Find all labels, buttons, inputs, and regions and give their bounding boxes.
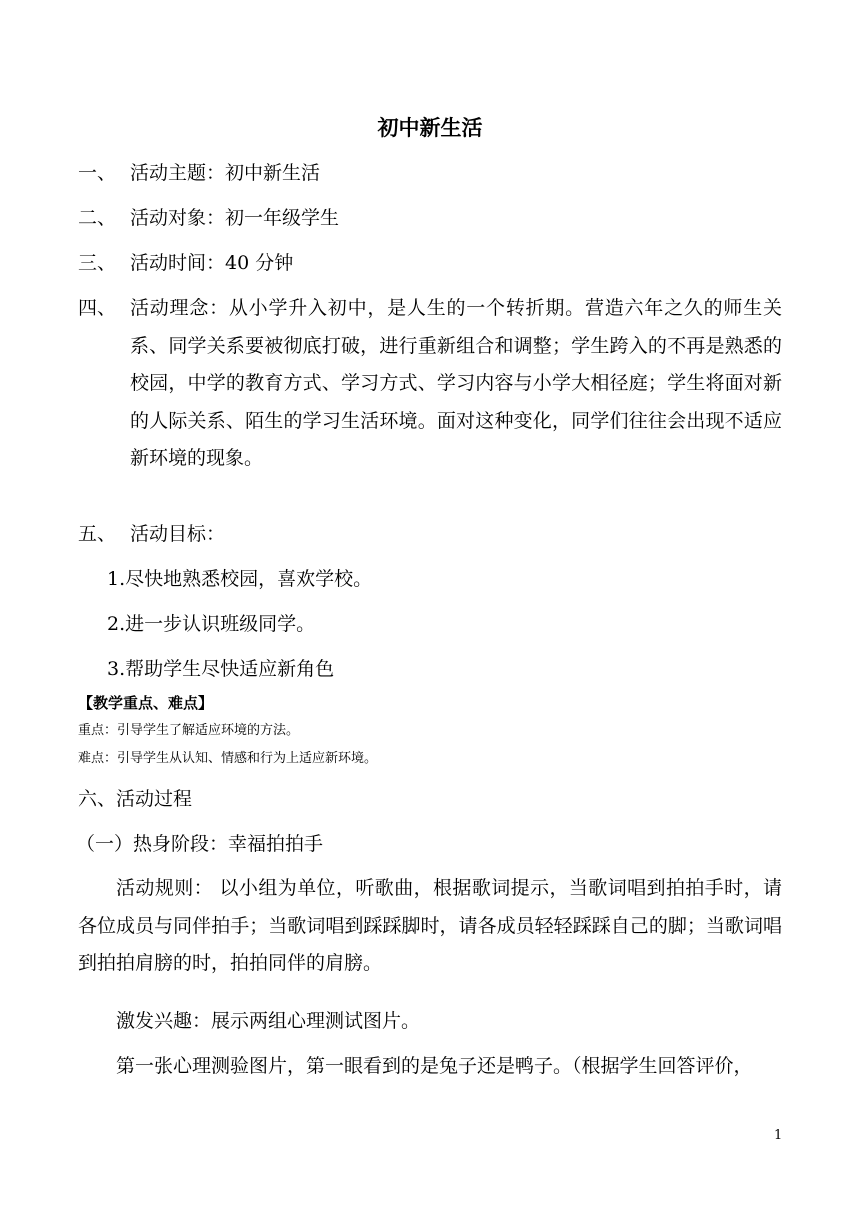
document-title: 初中新生活 [377,115,483,140]
key-points-heading: 【教学重点、难点】 [78,694,214,712]
test-picture-paragraph: 第一张心理测验图片，第一眼看到的是兔子还是鸭子。（根据学生回答评价， [116,1055,753,1077]
item-3-text: 活动时间：40 分钟 [130,252,294,274]
page-number: 1 [774,1128,783,1143]
interest-paragraph: 激发兴趣：展示两组心理测试图片。 [116,1010,421,1032]
key-point: 重点：引导学生了解适应环境的方法。 [78,723,300,738]
item-5-number: 五、 [78,523,117,545]
goal-2: 2.进一步认识班级同学。 [107,613,316,635]
item-1-number: 一、 [78,162,117,184]
item-5-text: 活动目标： [130,523,226,545]
item-4-text: 活动理念：从小学升入初中，是人生的一个转折期。营造六年之久的师生关系、同学关系要被彻底打破，进行重新组合和调整；学生跨入的不再是熟悉的校园，中学的教育方式、学习方式、学习内容与小学大相径庭；学生将面对新的人际关系、陌生的学习生活环境。面对这种变化，同学们往往会出现不适应新环境的现象。 [130,297,782,469]
goal-3: 3.帮助学生尽快适应新角色 [107,658,335,680]
item-2-text: 活动对象：初一年级学生 [130,207,340,229]
stage-one-heading: （一）热身阶段：幸福拍拍手 [76,833,324,855]
difficult-point: 难点：引导学生从认知、情感和行为上适应新环境。 [78,751,378,766]
item-4-number: 四、 [78,297,117,319]
item-3-number: 三、 [78,252,117,274]
activity-rules-paragraph: 活动规则： 以小组为单位，听歌曲，根据歌词提示，当歌词唱到拍拍手时，请各位成员与同伴拍手；当歌词唱到踩踩脚时，请各成员轻轻踩踩自己的脚；当歌词唱到拍拍肩膀的时，拍拍同伴的肩膀。 [78,877,782,974]
section-six-heading: 六、活动过程 [78,788,193,810]
item-1-text: 活动主题：初中新生活 [130,162,321,184]
item-2-number: 二、 [78,207,117,229]
goal-1: 1.尽快地熟悉校园，喜欢学校。 [107,568,373,590]
